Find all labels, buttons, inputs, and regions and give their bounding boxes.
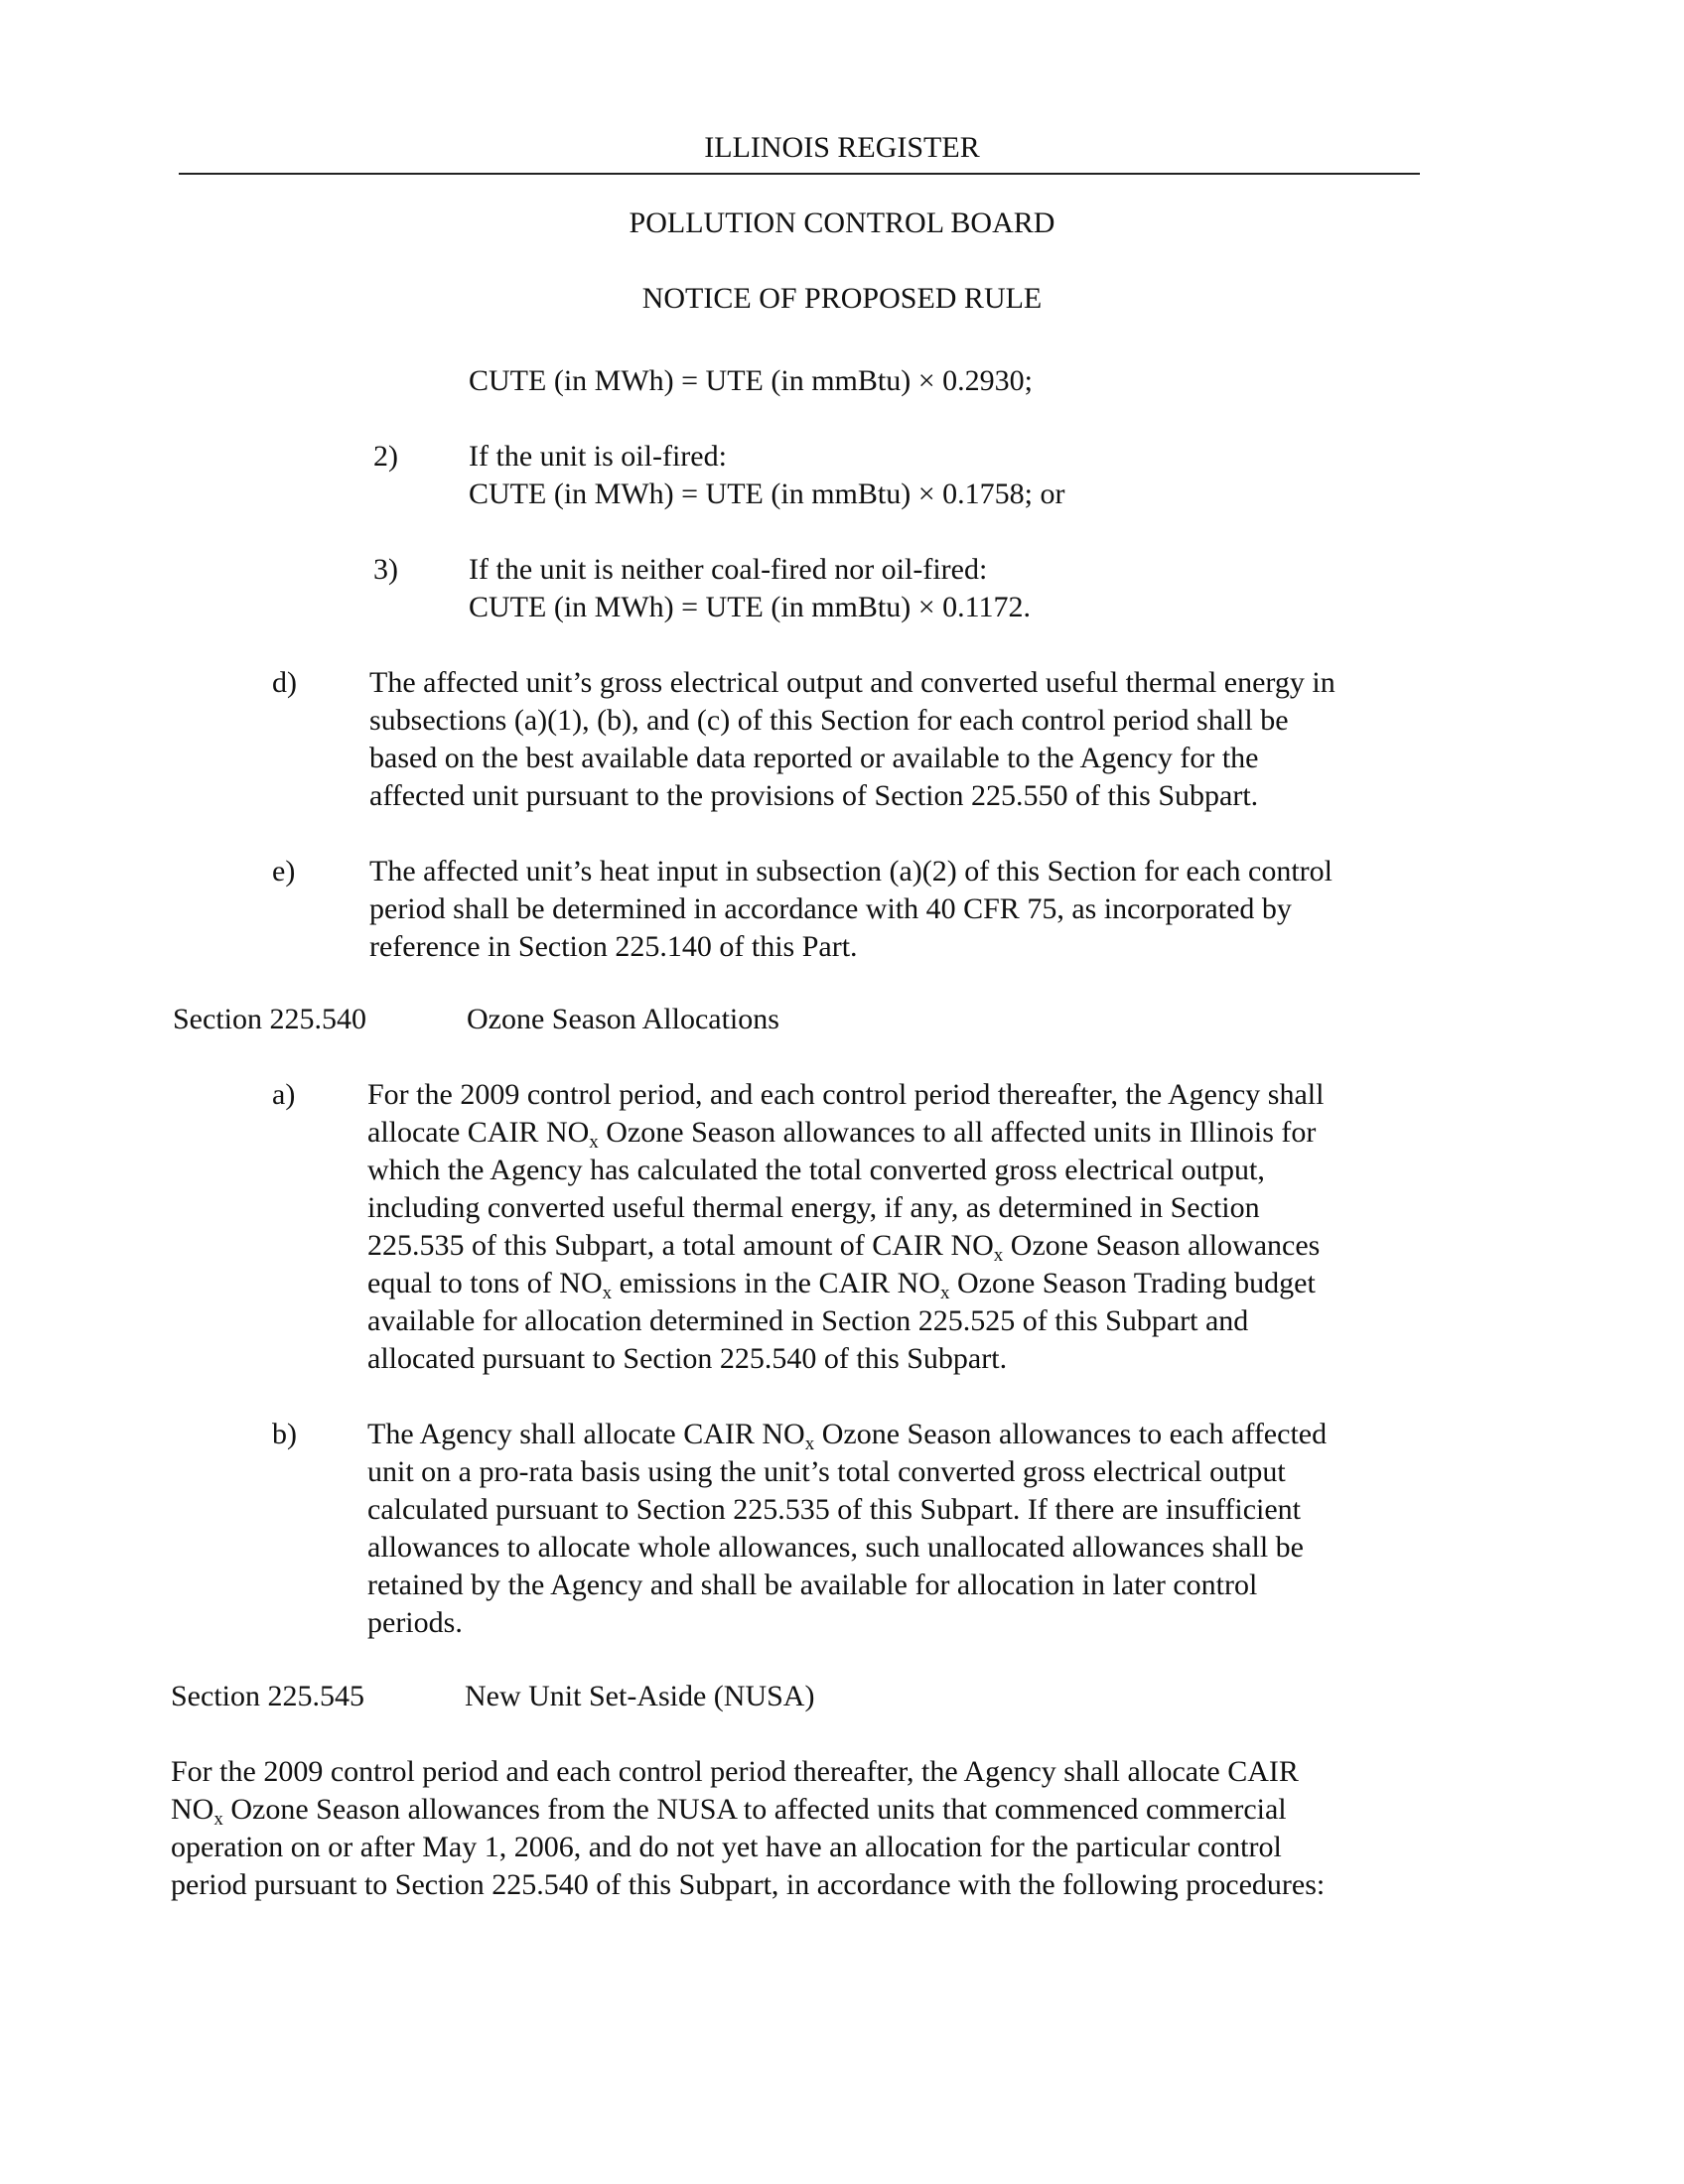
para-540b-line: retained by the Agency and shall be available for allocation in later control [367,1569,1258,1601]
item-2-number: 2) [373,440,398,473]
notice-title: NOTICE OF PROPOSED RULE [641,282,1043,315]
para-540a-line: allocate CAIR $NO_x$ Ozone Season allowances to all affected units in Illinois for [367,1116,1317,1153]
nox-subscript: x [939,1283,950,1303]
para-e-line: reference in Section 225.140 of this Part. [369,930,858,963]
para-d-line: The affected unit’s gross electrical output and converted useful thermal energy in [369,666,1335,699]
para-e-label: e) [272,855,296,887]
section-540-title: Ozone Season Allocations [467,1003,779,1035]
section-540-number: Section 225.540 [173,1003,366,1035]
para-540b-line: The Agency shall allocate CAIR $NO_x$ Ozone Season allowances to each affected [367,1418,1328,1454]
para-d-line: affected unit pursuant to the provisions of Section 225.550 of this Subpart. [369,779,1259,812]
para-e-body [369,853,1333,966]
para-e-line: period shall be determined in accordance with 40 CFR 75, as incorporated by [369,892,1292,925]
item-3-formula: CUTE (in MWh) = UTE (in mmBtu) × 0.1172. [469,591,1032,623]
header-rule [179,173,1420,175]
item-2-text: If the unit is oil-fired: [469,440,727,473]
nox-subscript: x [213,1809,223,1830]
para-d-body [369,664,1335,815]
para-540a-label: a) [272,1078,296,1111]
para-545-line: period pursuant to Section 225.540 of this Subpart, in accordance with the following procedures: [171,1868,1326,1901]
nox-subscript: x [804,1433,815,1454]
para-540a-line: which the Agency has calculated the total converted gross electrical output, [367,1154,1265,1186]
para-545-line: $NO_x$ Ozone Season allowances from the NUSA to affected units that commenced commercial [171,1793,1287,1830]
nox-subscript: x [993,1245,1004,1266]
register-header: ILLINOIS REGISTER [704,131,980,164]
para-545-line: operation on or after May 1, 2006, and do not yet have an allocation for the particular control [171,1831,1282,1863]
para-540b-line: calculated pursuant to Section 225.535 of this Subpart. If there are insufficient [367,1493,1302,1526]
nox-subscript: x [602,1283,613,1303]
section-545-title: New Unit Set-Aside (NUSA) [465,1680,815,1712]
item-2-formula: CUTE (in MWh) = UTE (in mmBtu) × 0.1758; or [469,478,1065,510]
para-540a-line: 225.535 of this Subpart, a total amount of CAIR $NO_x$ Ozone Season allowances [367,1229,1321,1266]
section-545-number: Section 225.545 [171,1680,364,1712]
para-540b-line: allowances to allocate whole allowances, such unallocated allowances shall be [367,1531,1304,1564]
para-d-line: subsections (a)(1), (b), and (c) of this Section for each control period shall be [369,704,1289,737]
para-545-line: For the 2009 control period and each control period thereafter, the Agency shall allocate CAIR [171,1755,1299,1788]
board-name: POLLUTION CONTROL BOARD [629,206,1055,239]
coal-formula: CUTE (in MWh) = UTE (in mmBtu) × 0.2930; [469,364,1033,397]
para-d-line: based on the best available data reported or available to the Agency for the [369,742,1259,774]
item-3-number: 3) [373,553,398,586]
para-540a-line: equal to tons of $NO_x$ emissions in the CAIR $NO_x$ Ozone Season Trading budget [367,1267,1316,1303]
para-540a-line: available for allocation determined in Section 225.525 of this Subpart and [367,1304,1249,1337]
para-540a-body [367,1076,1324,1378]
para-540b-body [367,1416,1327,1642]
para-540a-line: allocated pursuant to Section 225.540 of this Subpart. [367,1342,1008,1375]
para-540b-line: periods. [367,1606,463,1639]
item-3-text: If the unit is neither coal-fired nor oil-fired: [469,553,988,586]
para-d-label: d) [272,666,297,699]
nox-subscript: x [589,1132,599,1153]
para-540b-label: b) [272,1418,297,1450]
para-540a-line: including converted useful thermal energy, if any, as determined in Section [367,1191,1260,1224]
para-e-line: The affected unit’s heat input in subsection (a)(2) of this Section for each control [369,855,1333,887]
para-540a-line: For the 2009 control period, and each control period thereafter, the Agency shall [367,1078,1325,1111]
para-540b-line: unit on a pro-rata basis using the unit’s total converted gross electrical output [367,1455,1286,1488]
para-545-body [171,1753,1325,1904]
